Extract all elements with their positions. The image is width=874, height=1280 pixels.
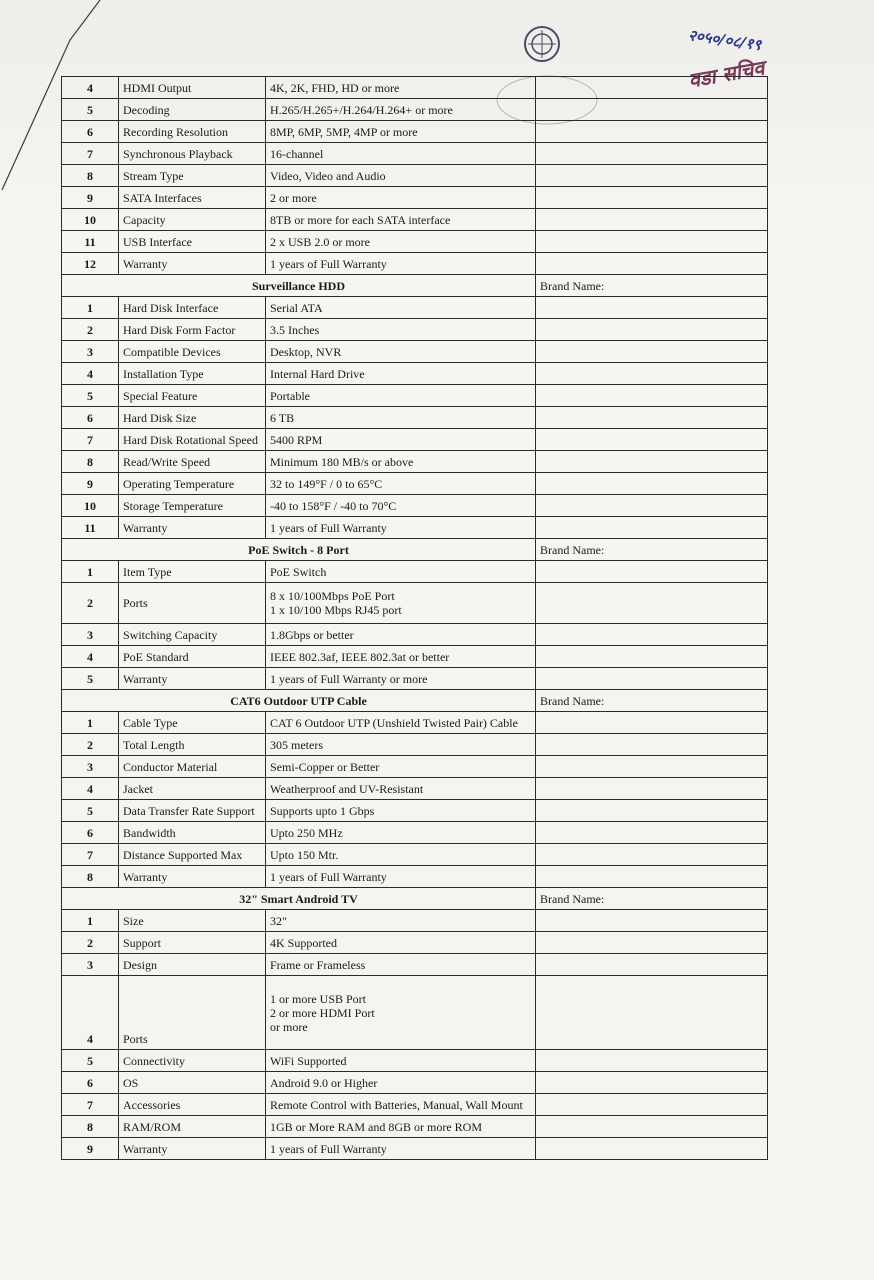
item-name: Hard Disk Form Factor	[119, 319, 266, 341]
serial-number: 11	[62, 517, 119, 539]
item-specification	[266, 121, 536, 143]
table-row	[62, 517, 768, 539]
offered-specification	[536, 712, 768, 734]
serial-number: 4	[62, 778, 119, 800]
serial-number: 5	[62, 99, 119, 121]
item-name: Storage Temperature	[119, 495, 266, 517]
item-name: Ports	[119, 583, 266, 624]
offered-specification	[536, 1094, 768, 1116]
table-row	[62, 624, 768, 646]
item-specification	[266, 756, 536, 778]
serial-number: 7	[62, 429, 119, 451]
table-row	[62, 646, 768, 668]
serial-number: 9	[62, 473, 119, 495]
specification-line: CAT 6 Outdoor UTP (Unshield Twisted Pair) Cable	[270, 715, 518, 730]
item-specification	[266, 668, 536, 690]
specification-line: 1GB or More RAM and 8GB or more ROM	[270, 1119, 482, 1134]
serial-number: 4	[62, 77, 119, 99]
item-specification	[266, 473, 536, 495]
serial-number: 7	[62, 1094, 119, 1116]
offered-specification	[536, 253, 768, 275]
specification-line: 1 years of Full Warranty or more	[270, 671, 428, 686]
offered-specification	[536, 1138, 768, 1160]
specification-line: 1 or more USB Port	[270, 991, 366, 1006]
table-row	[62, 385, 768, 407]
offered-specification	[536, 473, 768, 495]
offered-specification	[536, 822, 768, 844]
serial-number: 5	[62, 385, 119, 407]
specification-line: Video, Video and Audio	[270, 168, 386, 183]
offered-specification	[536, 646, 768, 668]
serial-number: 2	[62, 319, 119, 341]
specification-line: 4K, 2K, FHD, HD or more	[270, 80, 400, 95]
offered-specification	[536, 624, 768, 646]
item-name: Hard Disk Size	[119, 407, 266, 429]
serial-number: 3	[62, 624, 119, 646]
item-name: Data Transfer Rate Support	[119, 800, 266, 822]
offered-specification	[536, 121, 768, 143]
item-name: Ports	[119, 976, 266, 1050]
item-specification	[266, 624, 536, 646]
table-row	[62, 866, 768, 888]
specification-line: 2 or more HDMI Port	[270, 1005, 375, 1020]
table-row	[62, 363, 768, 385]
serial-number: 10	[62, 495, 119, 517]
section-title: PoE Switch - 8 Port	[62, 539, 536, 561]
serial-number: 8	[62, 165, 119, 187]
serial-number: 7	[62, 844, 119, 866]
specification-table	[61, 76, 768, 1160]
serial-number: 2	[62, 932, 119, 954]
item-specification	[266, 99, 536, 121]
item-name: Synchronous Playback	[119, 143, 266, 165]
table-row	[62, 561, 768, 583]
table-row	[62, 319, 768, 341]
specification-line: 6 TB	[270, 410, 295, 425]
item-name: Jacket	[119, 778, 266, 800]
offered-specification	[536, 583, 768, 624]
section-title: 32" Smart Android TV	[62, 888, 536, 910]
specification-line: 2 x USB 2.0 or more	[270, 234, 370, 249]
item-specification	[266, 231, 536, 253]
item-specification	[266, 187, 536, 209]
table-row	[62, 932, 768, 954]
specification-line: 5400 RPM	[270, 432, 323, 447]
item-name: Installation Type	[119, 363, 266, 385]
item-name: Warranty	[119, 253, 266, 275]
item-name: Switching Capacity	[119, 624, 266, 646]
item-specification	[266, 1050, 536, 1072]
table-row	[62, 121, 768, 143]
table-row	[62, 954, 768, 976]
item-specification	[266, 844, 536, 866]
table-row	[62, 341, 768, 363]
item-name: Support	[119, 932, 266, 954]
table-row	[62, 451, 768, 473]
serial-number: 4	[62, 363, 119, 385]
serial-number: 8	[62, 451, 119, 473]
table-row	[62, 1138, 768, 1160]
table-row	[62, 407, 768, 429]
item-specification	[266, 253, 536, 275]
serial-number: 11	[62, 231, 119, 253]
item-name: OS	[119, 1072, 266, 1094]
table-row	[62, 668, 768, 690]
item-specification	[266, 734, 536, 756]
specification-line: Upto 250 MHz	[270, 825, 343, 840]
table-row	[62, 712, 768, 734]
offered-specification	[536, 778, 768, 800]
offered-specification	[536, 429, 768, 451]
offered-specification	[536, 77, 768, 99]
item-name: Warranty	[119, 517, 266, 539]
item-specification	[266, 341, 536, 363]
offered-specification	[536, 734, 768, 756]
specification-line: 32"	[270, 913, 287, 928]
serial-number: 9	[62, 187, 119, 209]
table-row	[62, 1072, 768, 1094]
table-row	[62, 778, 768, 800]
item-name: Recording Resolution	[119, 121, 266, 143]
table-row	[62, 231, 768, 253]
item-specification	[266, 1072, 536, 1094]
table-row	[62, 253, 768, 275]
offered-specification	[536, 561, 768, 583]
item-name: PoE Standard	[119, 646, 266, 668]
specification-line: Minimum 180 MB/s or above	[270, 454, 414, 469]
table-row	[62, 1050, 768, 1072]
table-row	[62, 976, 768, 1050]
item-name: SATA Interfaces	[119, 187, 266, 209]
specification-line: Serial ATA	[270, 300, 323, 315]
offered-specification	[536, 1116, 768, 1138]
table-row	[62, 495, 768, 517]
table-row	[62, 99, 768, 121]
serial-number: 3	[62, 954, 119, 976]
table-row	[62, 209, 768, 231]
serial-number: 6	[62, 1072, 119, 1094]
table-row	[62, 910, 768, 932]
offered-specification	[536, 99, 768, 121]
offered-specification	[536, 363, 768, 385]
section-header-row	[62, 539, 768, 561]
specification-line: 2 or more	[270, 190, 317, 205]
item-specification	[266, 1138, 536, 1160]
offered-specification	[536, 668, 768, 690]
item-name: Decoding	[119, 99, 266, 121]
serial-number: 1	[62, 297, 119, 319]
specification-line: or more	[270, 1019, 308, 1034]
specification-line: 32 to 149°F / 0 to 65°C	[270, 476, 383, 491]
specification-line: Semi-Copper or Better	[270, 759, 380, 774]
item-specification	[266, 866, 536, 888]
item-name: Total Length	[119, 734, 266, 756]
offered-specification	[536, 319, 768, 341]
section-title: CAT6 Outdoor UTP Cable	[62, 690, 536, 712]
item-specification	[266, 385, 536, 407]
item-name: Design	[119, 954, 266, 976]
table-row	[62, 822, 768, 844]
item-name: Warranty	[119, 1138, 266, 1160]
specification-line: 3.5 Inches	[270, 322, 320, 337]
serial-number: 6	[62, 407, 119, 429]
item-specification	[266, 954, 536, 976]
item-specification	[266, 429, 536, 451]
serial-number: 8	[62, 866, 119, 888]
offered-specification	[536, 209, 768, 231]
offered-specification	[536, 451, 768, 473]
item-specification	[266, 495, 536, 517]
specification-line: Remote Control with Batteries, Manual, Wall Mount	[270, 1097, 523, 1112]
serial-number: 12	[62, 253, 119, 275]
item-name: Distance Supported Max	[119, 844, 266, 866]
specification-line: 4K Supported	[270, 935, 337, 950]
item-specification	[266, 561, 536, 583]
offered-specification	[536, 844, 768, 866]
item-name: Hard Disk Interface	[119, 297, 266, 319]
item-name: Conductor Material	[119, 756, 266, 778]
specification-line: 8MP, 6MP, 5MP, 4MP or more	[270, 124, 418, 139]
serial-number: 10	[62, 209, 119, 231]
specification-line: 1 x 10/100 Mbps RJ45 port	[270, 603, 402, 617]
specification-line: Internal Hard Drive	[270, 366, 365, 381]
item-specification	[266, 800, 536, 822]
serial-number: 6	[62, 121, 119, 143]
item-name: Accessories	[119, 1094, 266, 1116]
specification-line: Frame or Frameless	[270, 957, 366, 972]
serial-number: 4	[62, 646, 119, 668]
item-specification	[266, 976, 536, 1050]
item-name: Read/Write Speed	[119, 451, 266, 473]
specification-line: Desktop, NVR	[270, 344, 342, 359]
signature-title: वडा सचिव	[686, 55, 767, 93]
item-specification	[266, 778, 536, 800]
specification-table-body	[62, 77, 768, 1160]
table-row	[62, 143, 768, 165]
item-specification	[266, 932, 536, 954]
offered-specification	[536, 143, 768, 165]
serial-number: 9	[62, 1138, 119, 1160]
brand-name-label: Brand Name:	[536, 690, 768, 712]
table-row	[62, 1116, 768, 1138]
offered-specification	[536, 756, 768, 778]
item-specification	[266, 297, 536, 319]
offered-specification	[536, 517, 768, 539]
item-specification	[266, 712, 536, 734]
serial-number: 3	[62, 756, 119, 778]
item-name: Connectivity	[119, 1050, 266, 1072]
table-row	[62, 77, 768, 99]
item-specification	[266, 451, 536, 473]
offered-specification	[536, 297, 768, 319]
table-row	[62, 473, 768, 495]
item-specification	[266, 407, 536, 429]
item-name: Cable Type	[119, 712, 266, 734]
item-specification	[266, 1094, 536, 1116]
item-name: Capacity	[119, 209, 266, 231]
offered-specification	[536, 976, 768, 1050]
offered-specification	[536, 800, 768, 822]
specification-line: Weatherproof and UV-Resistant	[270, 781, 424, 796]
specification-line: 16-channel	[270, 146, 324, 161]
table-row	[62, 1094, 768, 1116]
table-row	[62, 583, 768, 624]
offered-specification	[536, 1072, 768, 1094]
table-row	[62, 734, 768, 756]
specification-line: 1.8Gbps or better	[270, 627, 354, 642]
item-name: USB Interface	[119, 231, 266, 253]
specification-line: 1 years of Full Warranty	[270, 520, 387, 535]
item-name: Hard Disk Rotational Speed	[119, 429, 266, 451]
offered-specification	[536, 495, 768, 517]
item-name: Special Feature	[119, 385, 266, 407]
item-specification	[266, 143, 536, 165]
serial-number: 1	[62, 561, 119, 583]
serial-number: 1	[62, 910, 119, 932]
section-header-row	[62, 275, 768, 297]
item-name: Warranty	[119, 668, 266, 690]
table-row	[62, 187, 768, 209]
serial-number: 4	[62, 976, 119, 1050]
specification-line: Android 9.0 or Higher	[270, 1075, 378, 1090]
offered-specification	[536, 954, 768, 976]
offered-specification	[536, 866, 768, 888]
item-name: Stream Type	[119, 165, 266, 187]
section-title: Surveillance HDD	[62, 275, 536, 297]
specification-line: WiFi Supported	[270, 1053, 347, 1068]
signature-date: २०५०/०८/१९	[687, 25, 763, 55]
serial-number: 1	[62, 712, 119, 734]
specification-line: Portable	[270, 388, 310, 403]
serial-number: 5	[62, 1050, 119, 1072]
offered-specification	[536, 165, 768, 187]
offered-specification	[536, 932, 768, 954]
item-specification	[266, 209, 536, 231]
item-specification	[266, 646, 536, 668]
brand-name-label: Brand Name:	[536, 275, 768, 297]
section-header-row	[62, 690, 768, 712]
specification-line: IEEE 802.3af, IEEE 802.3at or better	[270, 649, 450, 664]
offered-specification	[536, 187, 768, 209]
item-name: Compatible Devices	[119, 341, 266, 363]
item-specification	[266, 77, 536, 99]
offered-specification	[536, 407, 768, 429]
specification-line: 8 x 10/100Mbps PoE Port	[270, 589, 395, 603]
item-specification	[266, 363, 536, 385]
item-name: Bandwidth	[119, 822, 266, 844]
item-name: Size	[119, 910, 266, 932]
brand-name-label: Brand Name:	[536, 888, 768, 910]
brand-name-label: Brand Name:	[536, 539, 768, 561]
table-row	[62, 297, 768, 319]
table-row	[62, 800, 768, 822]
specification-line: H.265/H.265+/H.264/H.264+ or more	[270, 102, 453, 117]
specification-line: 8TB or more for each SATA interface	[270, 212, 451, 227]
table-row	[62, 756, 768, 778]
serial-number: 5	[62, 800, 119, 822]
table-row	[62, 844, 768, 866]
serial-number: 2	[62, 734, 119, 756]
serial-number: 6	[62, 822, 119, 844]
specification-line: PoE Switch	[270, 564, 327, 579]
specification-line: 1 years of Full Warranty	[270, 1141, 387, 1156]
item-name: Item Type	[119, 561, 266, 583]
item-name: HDMI Output	[119, 77, 266, 99]
serial-number: 7	[62, 143, 119, 165]
item-specification	[266, 583, 536, 624]
item-specification	[266, 165, 536, 187]
specification-line: -40 to 158°F / -40 to 70°C	[270, 498, 397, 513]
item-specification	[266, 910, 536, 932]
serial-number: 8	[62, 1116, 119, 1138]
offered-specification	[536, 341, 768, 363]
item-specification	[266, 822, 536, 844]
offered-specification	[536, 1050, 768, 1072]
table-row	[62, 429, 768, 451]
offered-specification	[536, 231, 768, 253]
item-name: RAM/ROM	[119, 1116, 266, 1138]
item-specification	[266, 1116, 536, 1138]
item-name: Warranty	[119, 866, 266, 888]
offered-specification	[536, 910, 768, 932]
serial-number: 3	[62, 341, 119, 363]
section-header-row	[62, 888, 768, 910]
item-specification	[266, 319, 536, 341]
table-row	[62, 165, 768, 187]
specification-line: 1 years of Full Warranty	[270, 869, 387, 884]
serial-number: 2	[62, 583, 119, 624]
specification-line: 305 meters	[270, 737, 323, 752]
offered-specification	[536, 385, 768, 407]
item-specification	[266, 517, 536, 539]
specification-line: Upto 150 Mtr.	[270, 847, 339, 862]
specification-line: Supports upto 1 Gbps	[270, 803, 375, 818]
item-name: Operating Temperature	[119, 473, 266, 495]
serial-number: 5	[62, 668, 119, 690]
specification-line: 1 years of Full Warranty	[270, 256, 387, 271]
